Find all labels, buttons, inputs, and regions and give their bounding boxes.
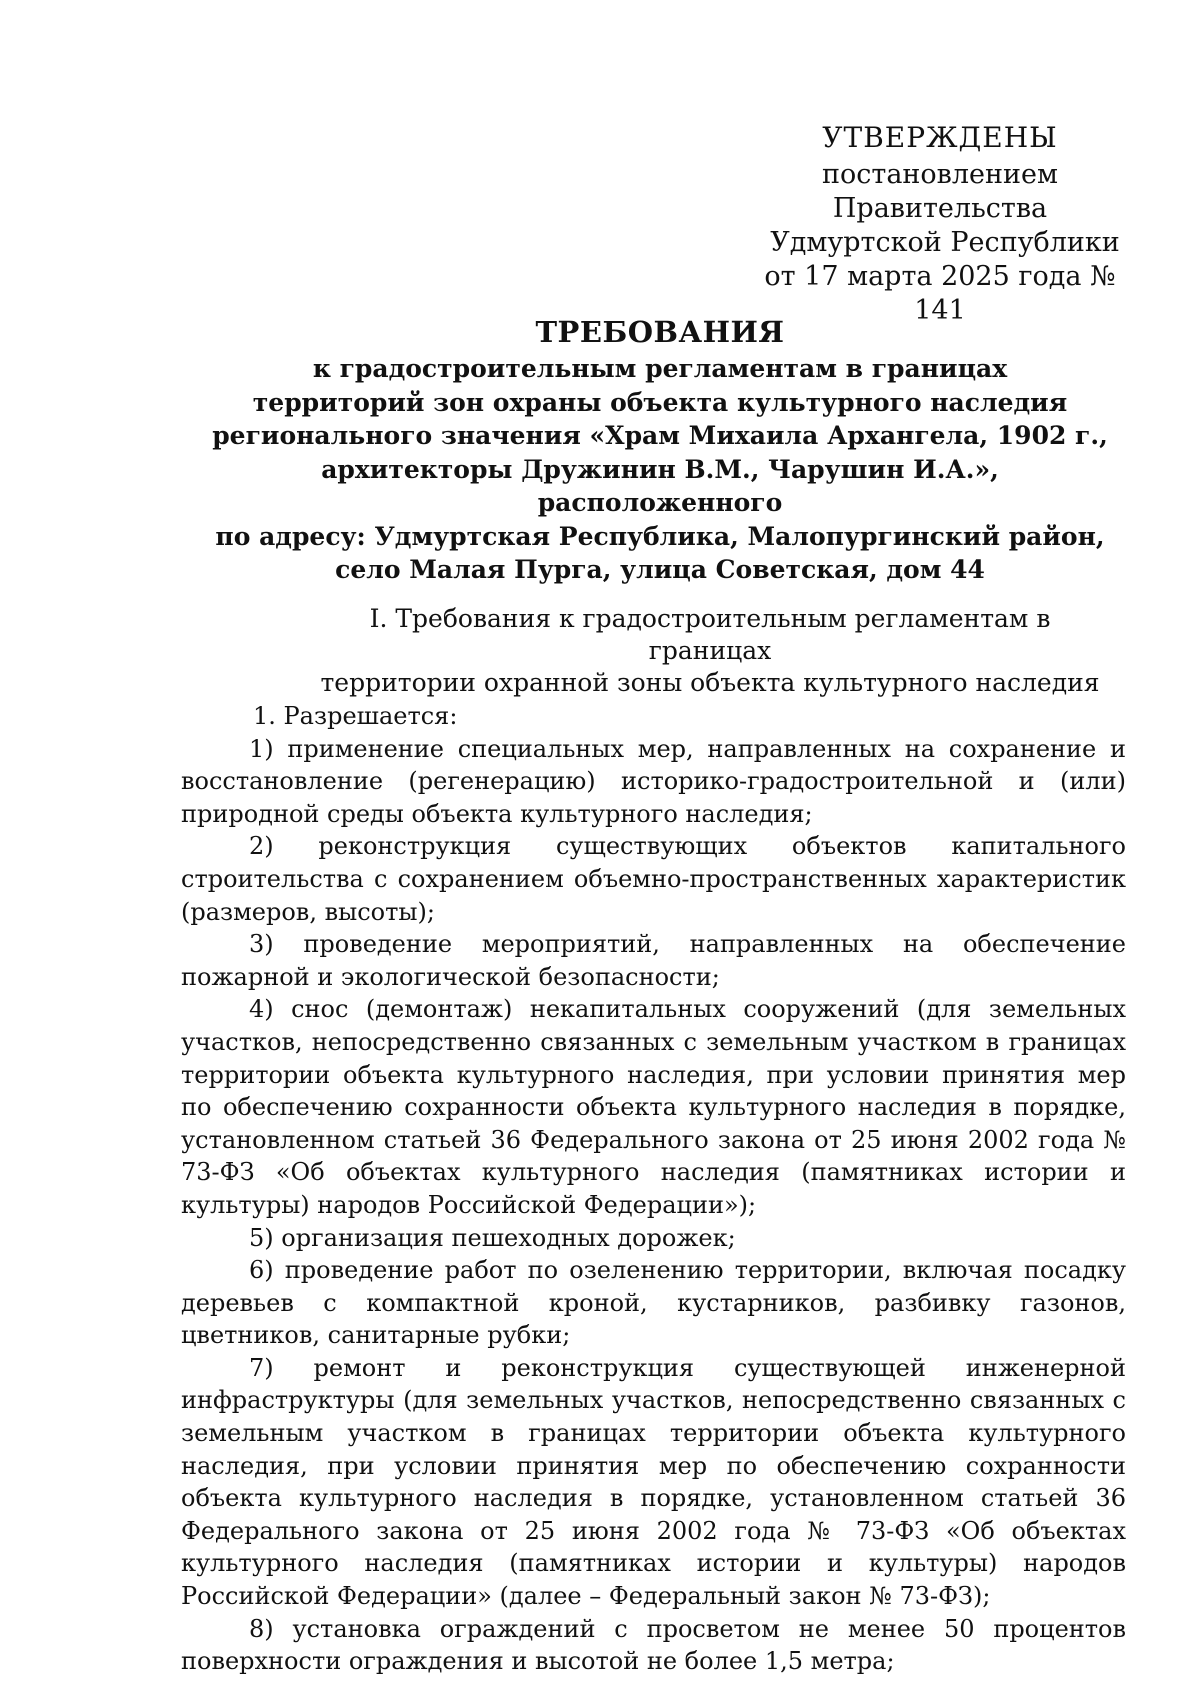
list-item: 4) снос (демонтаж) некапитальных сооружений (для земельных участков, непосредственно связанных с земельным участком в границах территории объекта культурного наследия, при условии принятия мер по обеспечению сохранности объекта культурного наследия в порядке, установленном статьей 36 Федерального закона от 25 июня 2002 года № 73-ФЗ «Об объектах культурного наследия (памятниках истории и культуры) народов Российской Федерации»); <box>181 995 1126 1219</box>
list-item: 6) проведение работ по озеленению территории, включая посадку деревьев с компактной кроной, кустарников, разбивку газонов, цветников, санитарные рубки; <box>181 1256 1126 1350</box>
title-line: регионального значения «Храм Михаила Архангела, 1902 г., <box>212 421 1108 450</box>
approval-line: Удмуртской Республики <box>770 227 1120 258</box>
approval-title: УТВЕРЖДЕНЫ <box>822 121 1058 154</box>
list-item: 3) проведение мероприятий, направленных на обеспечение пожарной и экологической безопасности; <box>181 930 1126 991</box>
title-line: к градостроительным регламентам в границах <box>312 354 1008 383</box>
list-item: 5) организация пешеходных дорожек; <box>249 1223 736 1252</box>
approval-date: от 17 марта 2025 года № 141 <box>764 261 1116 326</box>
section-heading <box>320 603 1100 699</box>
section-heading-line: I. Требования к градостроительным регламентам в границах <box>369 604 1051 665</box>
title-main: ТРЕБОВАНИЯ <box>535 315 785 349</box>
approval-line: постановлением Правительства <box>822 159 1058 224</box>
list-item: 1) применение специальных мер, направленных на сохранение и восстановление (регенерацию) историко-градостроительной и (или) природной среды объекта культурного наследия; <box>181 734 1126 828</box>
clause-body <box>181 700 1126 1678</box>
section-heading-line: территории охранной зоны объекта культурного наследия <box>320 668 1100 697</box>
approval-stamp <box>740 118 1140 328</box>
title-line: по адресу: Удмуртская Республика, Малопургинский район, <box>215 521 1105 551</box>
clause-intro: 1. Разрешается: <box>253 702 458 730</box>
title-line: село Малая Пурга, улица Советская, дом 44 <box>335 555 985 584</box>
list-item: 2) реконструкция существующих объектов капитального строительства с сохранением объемно-пространственных характеристик (размеров, высоты); <box>181 832 1126 926</box>
title-line: территорий зон охраны объекта культурного наследия <box>252 387 1068 417</box>
list-item: 7) ремонт и реконструкция существующей инженерной инфраструктуры (для земельных участков, непосредственно связанных с земельным участком в границах территории объекта культурного наследия, при условии принятия мер по обеспечению сохранности объекта культурного наследия в порядке, установленном статьей 36 Федерального закона от 25 июня 2002 года № 73-ФЗ «Об объектах культурного наследия (памятниках истории и культуры) народов Российской Федерации» (далее – Федеральный закон № 73-ФЗ); <box>181 1353 1126 1611</box>
list-item: 8) установка ограждений с просветом не менее 50 процентов поверхности ограждения и высотой не более 1,5 метра; <box>181 1614 1126 1676</box>
document-title <box>200 312 1120 587</box>
title-line: архитекторы Дружинин В.М., Чарушин И.А.», расположенного <box>321 454 999 517</box>
